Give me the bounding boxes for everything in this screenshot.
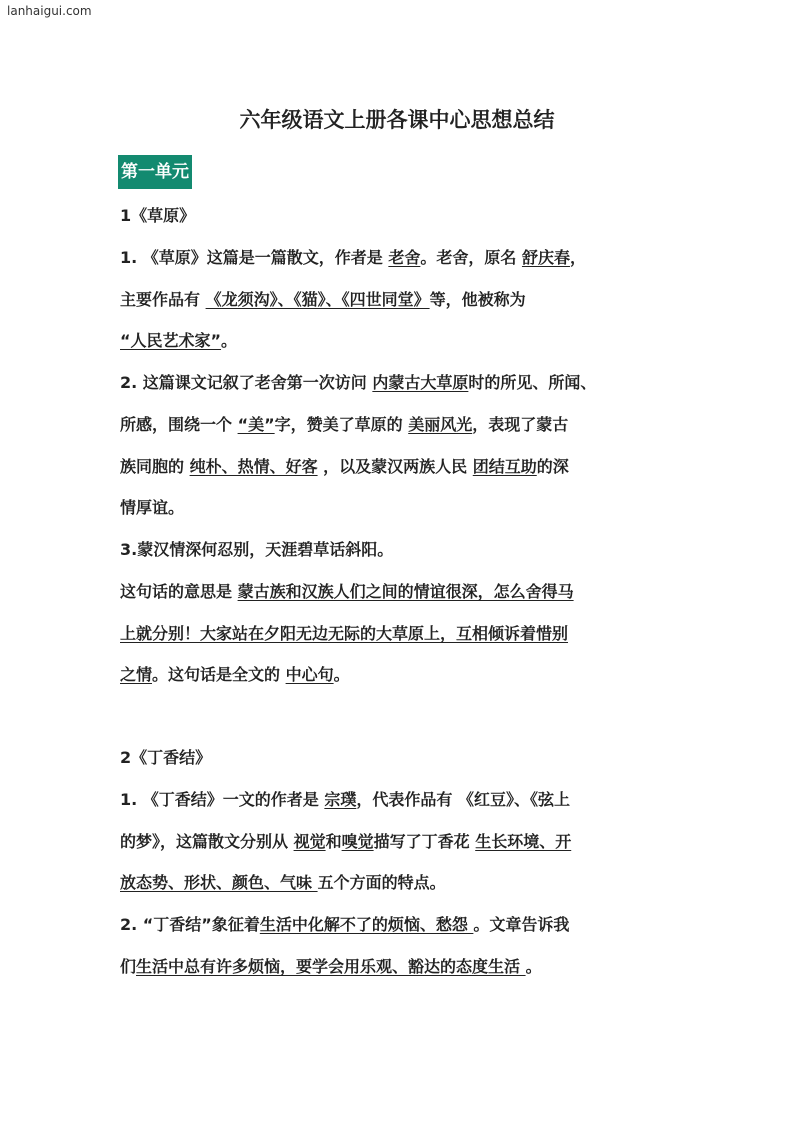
lesson-heading: 2《丁香结》	[120, 748, 212, 767]
paragraph-line: 2. “丁香结”象征着生活中化解不了的烦恼、愁怨 。文章告诉我	[120, 915, 570, 934]
paragraph-line: 主要作品有 《龙须沟》、《猫》、《四世同堂》等，他被称为	[120, 290, 526, 309]
lesson-heading: 1《草原》	[120, 206, 196, 225]
answer-underlined: 宗璞	[324, 790, 357, 809]
paragraph-line: 这句话的意思是 蒙古族和汉族人们之间的情谊很深，怎么舍得马	[120, 582, 574, 601]
paragraph-line: 们生活中总有许多烦恼，要学会用乐观、豁达的态度生活 。	[120, 957, 542, 976]
answer-underlined: 上就分别！大家站在夕阳无边无际的大草原上，互相倾诉着惜别	[120, 624, 569, 643]
paragraph-line: 放态势、形状、颜色、气味 五个方面的特点。	[120, 873, 446, 892]
answer-underlined: 视觉	[293, 832, 326, 851]
answer-underlined: 团结互助	[472, 457, 537, 476]
answer-underlined: 内蒙古大草原	[372, 373, 469, 392]
answer-underlined: 蒙古族和汉族人们之间的情谊很深，怎么舍得马	[237, 582, 574, 601]
answer-underlined: 舒庆春	[521, 248, 570, 267]
unit-heading: 第一单元	[118, 155, 192, 189]
paragraph-line: 1. 《丁香结》一文的作者是 宗璞，代表作品有 《红豆》、《弦上	[120, 790, 570, 809]
paragraph-line: 1. 《草原》这篇是一篇散文，作者是 老舍。老舍，原名 舒庆春，	[120, 248, 586, 267]
paragraph-line: 情厚谊。	[120, 498, 185, 517]
paragraph-line: 族同胞的 纯朴、热情、好客 ，以及蒙汉两族人民 团结互助的深	[120, 457, 569, 476]
paragraph-line: 的梦》，这篇散文分别从 视觉和嗅觉描写了丁香花 生长环境、开	[120, 832, 572, 851]
answer-underlined: 之情	[120, 665, 153, 684]
answer-underlined: 生长环境、开	[475, 832, 572, 851]
answer-underlined: 老舍	[388, 248, 421, 267]
answer-underlined: “人民艺术家”	[120, 331, 222, 350]
watermark: lanhaigui.com	[7, 4, 92, 18]
paragraph-line	[120, 622, 568, 646]
answer-underlined: 放态势、形状、颜色、气味	[120, 873, 318, 892]
answer-underlined: “美”	[237, 415, 275, 434]
answer-underlined: 《龙须沟》、《猫》、《四世同堂》	[205, 290, 430, 309]
answer-underlined: 生活中化解不了的烦恼、愁怨	[259, 915, 474, 934]
answer-underlined: 美丽风光	[408, 415, 473, 434]
paragraph-line: “人民艺术家”。	[120, 331, 238, 350]
answer-underlined: 嗅觉	[341, 832, 374, 851]
paragraph-line: 所感，围绕一个 “美”字，赞美了草原的 美丽风光，表现了蒙古	[120, 415, 569, 434]
page-title: 六年级语文上册各课中心思想总结	[239, 108, 555, 132]
paragraph-line: 3.蒙汉情深何忍别，天涯碧草话斜阳。	[120, 540, 394, 559]
paragraph-line: 之情。这句话是全文的 中心句。	[120, 665, 350, 684]
answer-underlined: 生活中总有许多烦恼，要学会用乐观、豁达的态度生活	[136, 957, 526, 976]
answer-underlined: 中心句	[285, 665, 334, 684]
paragraph-line: 2. 这篇课文记叙了老舍第一次访问 内蒙古大草原时的所见、所闻、	[120, 373, 597, 392]
answer-underlined: 纯朴、热情、好客	[189, 457, 318, 476]
